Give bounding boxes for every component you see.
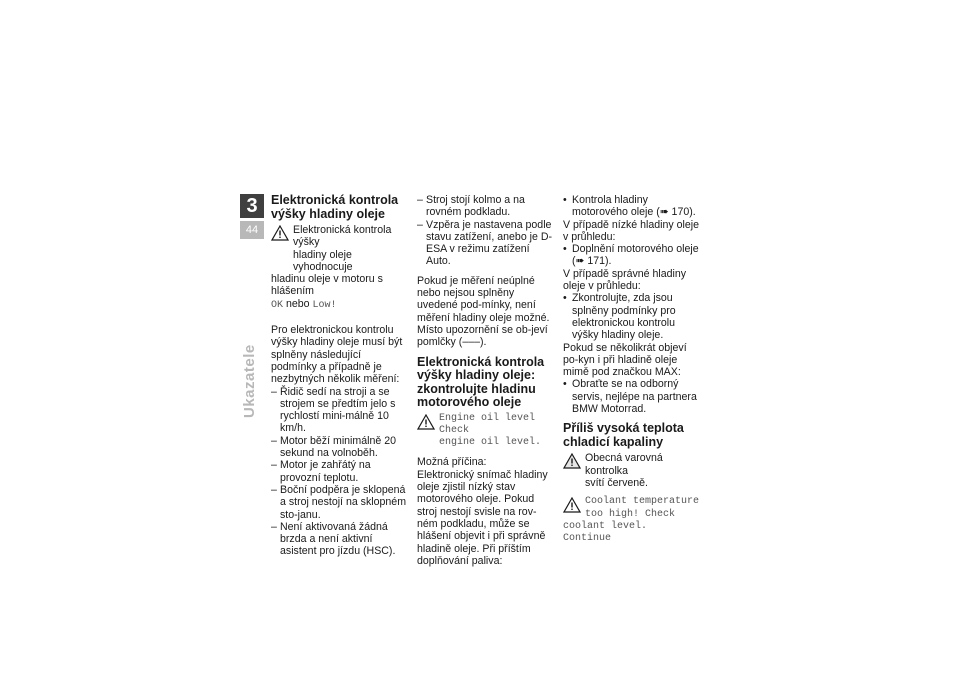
list-item: – Není aktivovaná žádná brzda a není aktivní asistent pro jízdu (HSC). (271, 521, 409, 558)
display-message-line: coolant level. Continue (563, 520, 648, 545)
conditions-list (271, 386, 409, 558)
list-item: • Kontrola hladiny motorového oleje (➠ 170). (563, 194, 701, 219)
ok-level-label: V případě správné hladiny oleje v průhledu: (563, 267, 687, 293)
warning-text-line: hladinu oleje v motoru s hlášením (271, 273, 383, 298)
display-message-line: Engine oil level Check (439, 412, 536, 436)
list-item: – Boční podpěra je sklopená a stroj nestojí na sklopném sto-janu. (271, 484, 409, 521)
page-number: 44 (240, 221, 264, 239)
bullet-list (563, 194, 701, 219)
display-message-line: Coolant temperature (585, 496, 700, 508)
list-item: – Vzpěra je nastavena podle stavu zatížení, anebo je D-ESA v režimu zatížení Auto. (417, 219, 555, 268)
warning-triangle-icon (563, 497, 581, 513)
intro-paragraph: Pro elektronickou kontrolu výšky hladiny oleje musí být splněny následující podmínky a případně je nezbytných několik měření: (271, 324, 403, 386)
warning-triangle-icon (271, 225, 289, 241)
list-item: • Obraťte se na odborný servis, nejlépe na partnera BMW Motorrad. (563, 378, 701, 415)
warning-text-line: svítí červeně. (585, 476, 648, 489)
warning-triangle-icon (417, 414, 435, 430)
incomplete-paragraph: Pokud je měření neúplné nebo nejsou splněny uvedené pod-mínky, není měření hladiny oleje možné. Místo upozornění se ob-jeví pomlčky (–––). (417, 274, 550, 349)
section-heading-oil-check: Elektronická kontrola výšky hladiny oleje (271, 193, 399, 221)
section-heading-check-oil: Elektronická kontrola výšky hladiny oleje: zkontrolujte hladinu motorového oleje (417, 354, 545, 410)
chapter-label: Ukazatele (241, 344, 258, 418)
warning-block (417, 413, 555, 450)
repeat-paragraph: Pokud se několikrát objeví po-kyn i při hladině oleje mimě pod značkou MAX: (563, 341, 687, 379)
cause-paragraph: Elektronický snímač hladiny oleje zjistil nízký stav motorového oleje. Pokud stroj nestojí svisle na rov-ném podkladu, může se hlášení objevit i při správně hladině oleje. Při příštím doplňování paliva: (417, 468, 548, 567)
list-item: – Motor je zahřátý na provozní teplotu. (271, 459, 409, 484)
warning-triangle-icon (563, 453, 581, 469)
warning-text-line: hladiny oleje vyhodnocuje (293, 248, 353, 273)
section-heading-coolant: Příliš vysoká teplota chladicí kapaliny (563, 421, 684, 449)
display-message-line: engine oil level. (439, 437, 542, 449)
display-message-line: too high! Check (585, 508, 676, 520)
warning-text-line: Obecná varovná kontrolka (585, 452, 663, 477)
warning-block (271, 224, 409, 312)
list-item: – Řidič sedí na stroji a se strojem se předtím jelo s rychlostí mini-málně 10 km/h. (271, 386, 409, 435)
bullet-list (563, 292, 701, 341)
low-level-label: V případě nízké hladiny oleje v průhledu: (563, 218, 700, 243)
warning-block (563, 452, 701, 489)
list-item: – Motor běží minimálně 20 sekund na volnoběh. (271, 435, 409, 460)
warning-text-line: Elektronická kontrola výšky (293, 224, 392, 249)
warning-block (563, 496, 701, 545)
word-or: nebo (285, 297, 310, 310)
bullet-list (563, 243, 701, 268)
list-item: • Zkontrolujte, zda jsou splněny podmínky pro elektronickou kontrolu výšky hladiny oleje. (563, 292, 701, 341)
column-2 (417, 194, 555, 574)
display-message-low: Low! (312, 299, 337, 311)
list-item: – Stroj stojí kolmo a na rovném podkladu. (417, 194, 555, 219)
column-1 (271, 194, 409, 558)
column-3 (563, 194, 701, 552)
list-item: • Doplnění motorového oleje (➠ 171). (563, 243, 701, 268)
cause-label: Možná příčina: (417, 456, 487, 469)
chapter-number: 3 (240, 194, 264, 218)
bullet-list (563, 378, 701, 415)
display-message-ok: OK (271, 299, 284, 311)
conditions-list-continued (417, 194, 555, 268)
